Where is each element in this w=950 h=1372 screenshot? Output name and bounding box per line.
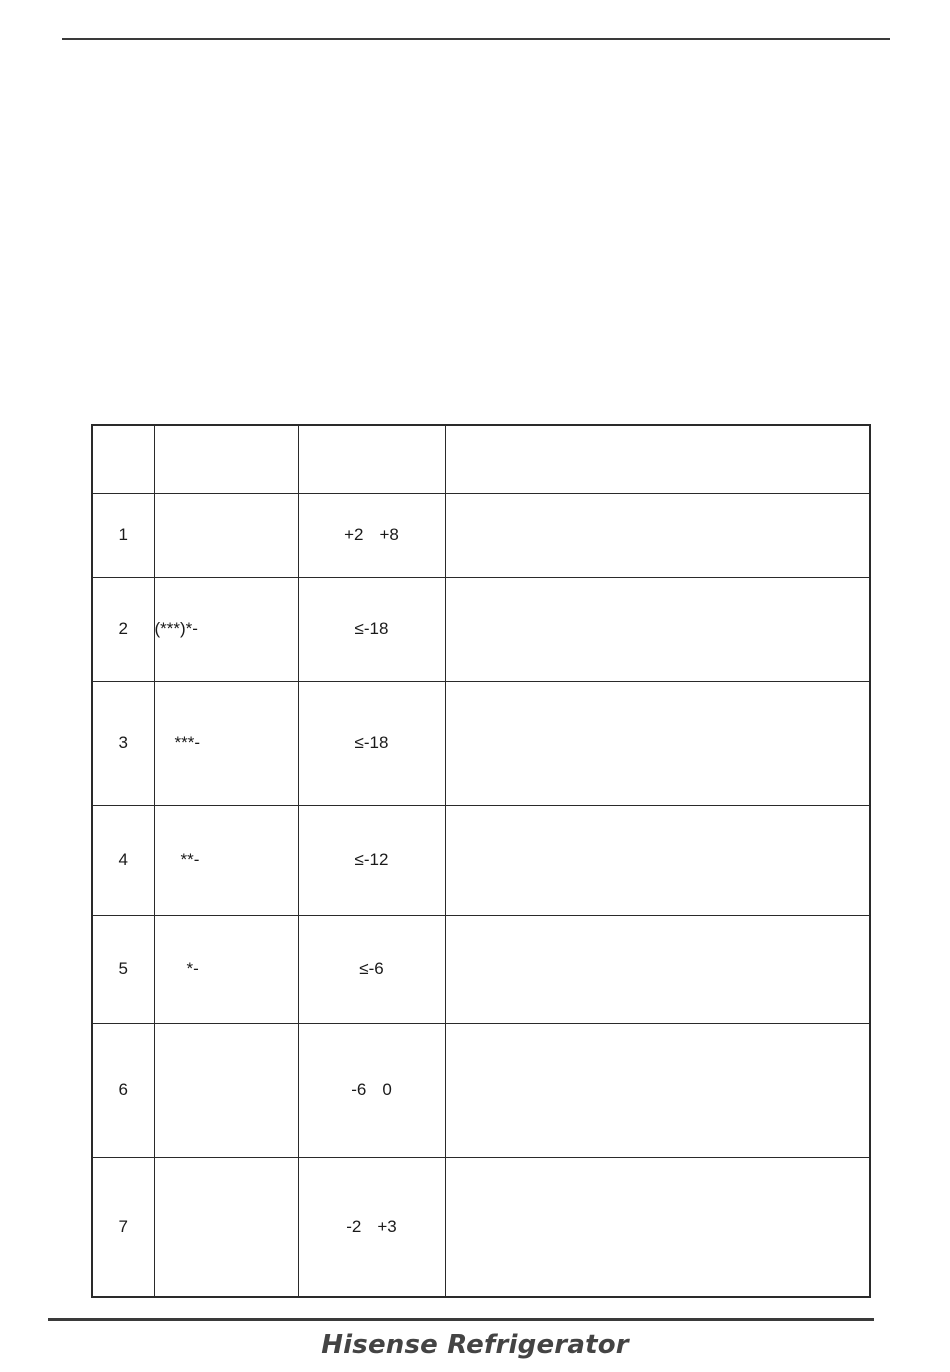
row-number: 2 [92,577,154,681]
temperature-range [298,681,445,805]
compartment-description [445,915,870,1023]
row-number: 7 [92,1157,154,1297]
table-row [92,681,870,805]
compartment-description [445,493,870,577]
star-rating: *- [154,915,298,1023]
compartment-temperature-table [91,424,871,1298]
star-rating: ***- [154,681,298,805]
temperature-range [298,577,445,681]
temperature-max: +8 [379,525,399,544]
row-number: 1 [92,493,154,577]
compartment-description [445,1023,870,1157]
temperature-min: ≤-18 [354,619,389,638]
row-number: 4 [92,805,154,915]
table-header-row [92,425,870,493]
header-cell-temperature [298,425,445,493]
compartment-description [445,805,870,915]
table-row [92,805,870,915]
temperature-range [298,805,445,915]
temperature-min: +2 [344,525,364,544]
footer-rule [48,1318,874,1321]
temperature-max: +3 [377,1216,397,1236]
temperature-min: -2 [346,1216,362,1236]
temperature-min: ≤-18 [354,733,389,752]
star-rating [154,493,298,577]
star-rating: **- [154,805,298,915]
table-row [92,1023,870,1157]
temperature-min: ≤-6 [359,959,384,978]
temperature-range [298,915,445,1023]
temperature-max: 0 [382,1080,392,1099]
compartment-description [445,1157,870,1297]
header-rule [62,38,890,40]
row-number: 3 [92,681,154,805]
table-row [92,915,870,1023]
header-cell-star-rating [154,425,298,493]
table-row [92,1157,870,1297]
star-rating [154,1157,298,1297]
temperature-range [298,1157,445,1297]
compartment-description [445,577,870,681]
star-rating [154,1023,298,1157]
temperature-range [298,493,445,577]
temperature-min: ≤-12 [354,850,389,869]
header-cell-number [92,425,154,493]
row-number: 6 [92,1023,154,1157]
temperature-min: -6 [351,1080,367,1099]
footer-brand-logo: Hisense Refrigerator [321,1330,629,1360]
table-row [92,577,870,681]
temperature-range [298,1023,445,1157]
header-cell-description [445,425,870,493]
table-row [92,493,870,577]
row-number: 5 [92,915,154,1023]
star-rating: (***)*- [154,577,298,681]
compartment-description [445,681,870,805]
